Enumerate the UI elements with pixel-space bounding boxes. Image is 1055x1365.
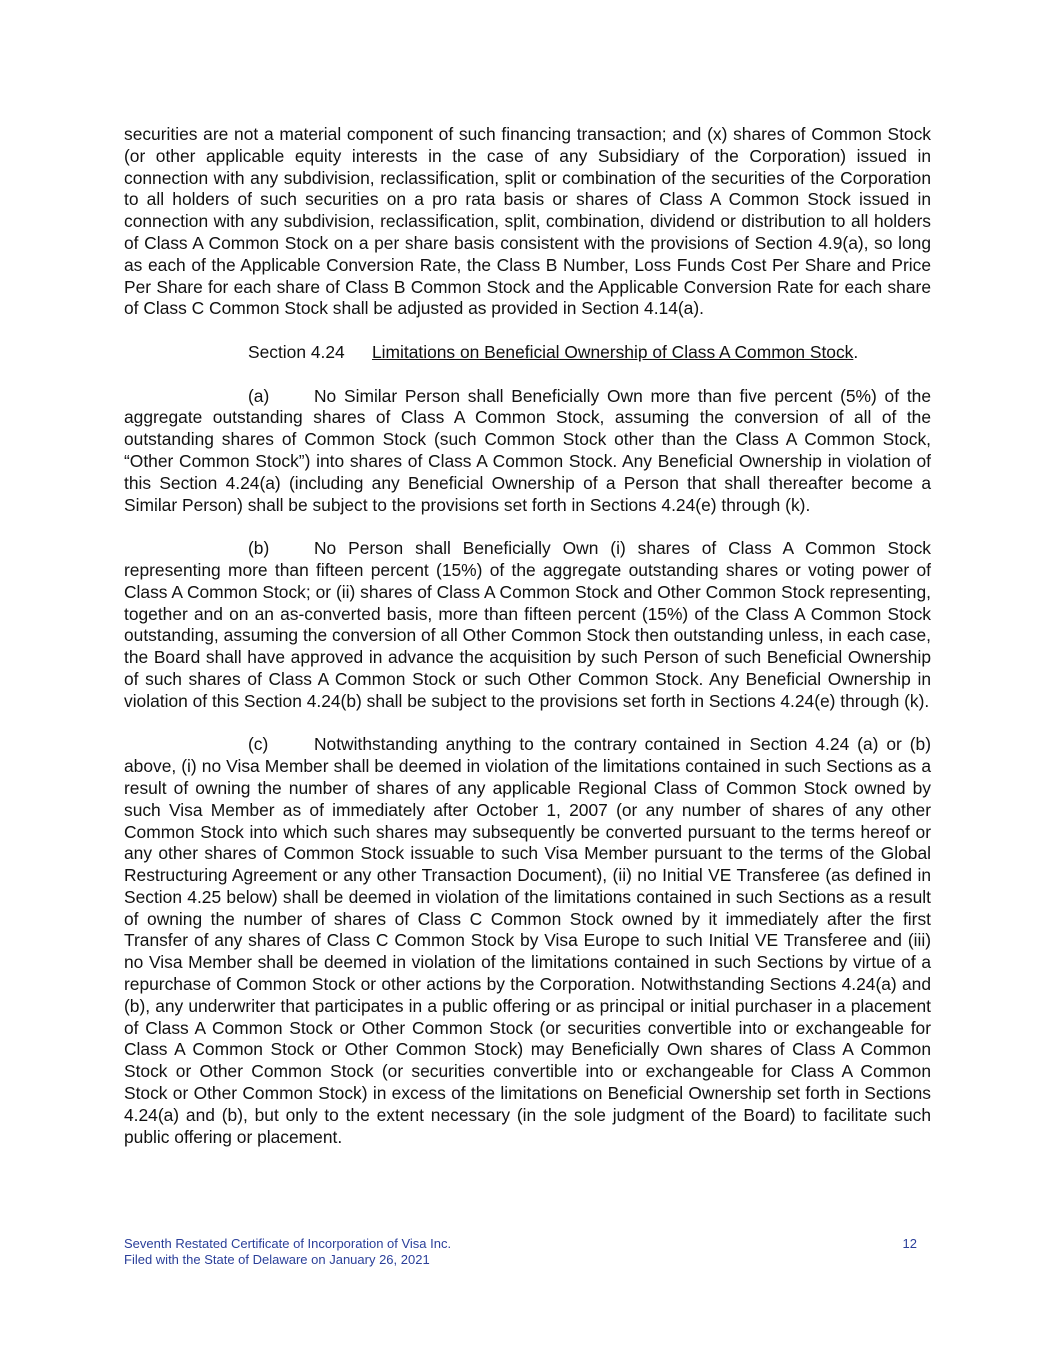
section-number: Section 4.24 [248,341,345,362]
section-heading [124,342,931,364]
footer-document-title: Seventh Restated Certificate of Incorporation of Visa Inc. [124,1236,452,1251]
subsection-label: (c) [248,734,269,755]
intro-paragraph: securities are not a material component of such financing transaction; and (x) shares of Common Stock (or other applicable equity interests in the case of any Subsidiary of the Corporation) issued in connection with any subdivision, reclassification, split or combination of the securities of the Corporation to all holders of such securities on a pro rata basis or shares of Class A Common Stock issued in connection with any subdivision, reclassification, split, combination, dividend or distribution to all holders of Class A Common Stock on a per share basis consistent with the provisions of Section 4.9(a), so long as each of the Applicable Conversion Rate, the Class B Number, Loss Funds Cost Per Share and Price Per Share for each share of Class B Common Stock and the Applicable Conversion Rate for each share of Class C Common Stock shall be adjusted as provided in Section 4.14(a). [124,124,931,319]
subsection-b [124,538,931,712]
section-title: Limitations on Beneficial Ownership of Class A Common Stock [372,341,854,362]
subsection-text: Notwithstanding anything to the contrary contained in Section 4.24 (a) or (b) above, (i) no Visa Member shall be deemed in violation of the limitations contained in such Sections as a result of owning the number of shares of any applicable Regional Class of Common Stock owned by such Visa Member as of immediately after October 1, 2007 (or any number of shares of any other Common Stock into which such shares may subsequently be converted pursuant to the terms hereof or any other shares of Common Stock issuable to such Visa Member pursuant to the terms of the Global Restructuring Agreement or any other Transaction Document), (ii) no Initial VE Transferee (as defined in Section 4.25 below) shall be deemed in violation of the limitations contained in such Sections as a result of owning the number of shares of Class C Common Stock owned by it immediately after the first Transfer of any shares of Class C Common Stock by Visa Europe to such Initial VE Transferee and (iii) no Visa Member shall be deemed in violation of the limitations contained in such Sections by virtue of a repurchase of Common Stock or other actions by the Corporation. Notwithstanding Sections 4.24(a) and (b), any underwriter that participates in a public offering or as principal or initial purchaser in a placement of Class A Common Stock or Other Common Stock (or securities convertible into or exchangeable for Class A Common Stock or Other Common Stock) may Beneficially Own shares of Class A Common Stock or Other Common Stock (or securities convertible into or exchangeable for Class A Common Stock or Other Common Stock) in excess of the limitations on Beneficial Ownership set forth in Sections 4.24(a) and (b), but only to the extent necessary (in the sole judgment of the Board) to facilitate such public offering or placement. [124,734,931,1147]
page-number: 12 [902,1236,917,1251]
subsection-a [124,386,931,517]
document-body [124,124,931,1148]
subsection-text: No Similar Person shall Beneficially Own more than five percent (5%) of the aggregate outstanding shares of Class A Common Stock, assuming the conversion of all of the outstanding shares of Common Stock (such Common Stock other than the Class A Common Stock, “Other Common Stock”) into shares of Class A Common Stock. Any Beneficial Ownership in violation of this Section 4.24(a) (including any Beneficial Ownership of a Person that shall thereafter become a Similar Person) shall be subject to the provisions set forth in Sections 4.24(e) through (k). [124,385,931,515]
subsection-label: (a) [248,385,270,406]
footer-filing-note: Filed with the State of Delaware on January 26, 2021 [124,1252,430,1267]
subsection-text: No Person shall Beneficially Own (i) shares of Class A Common Stock representing more than fifteen percent (15%) of the aggregate outstanding shares or voting power of Class A Common Stock; or (ii) shares of Class A Common Stock and Other Common Stock representing, together and on an as-converted basis, more than fifteen percent (15%) of the Class A Common Stock outstanding, assuming the conversion of all Other Common Stock then outstanding unless, in each case, the Board shall have approved in advance the acquisition by such Person of such Beneficial Ownership of such shares of Class A Common Stock or such Other Common Stock. Any Beneficial Ownership in violation of this Section 4.24(b) shall be subject to the provisions set forth in Sections 4.24(e) through (k). [124,538,931,711]
page-footer [124,1236,917,1268]
subsection-c [124,734,931,1148]
subsection-label: (b) [248,538,270,559]
section-title-suffix: . [853,341,859,362]
